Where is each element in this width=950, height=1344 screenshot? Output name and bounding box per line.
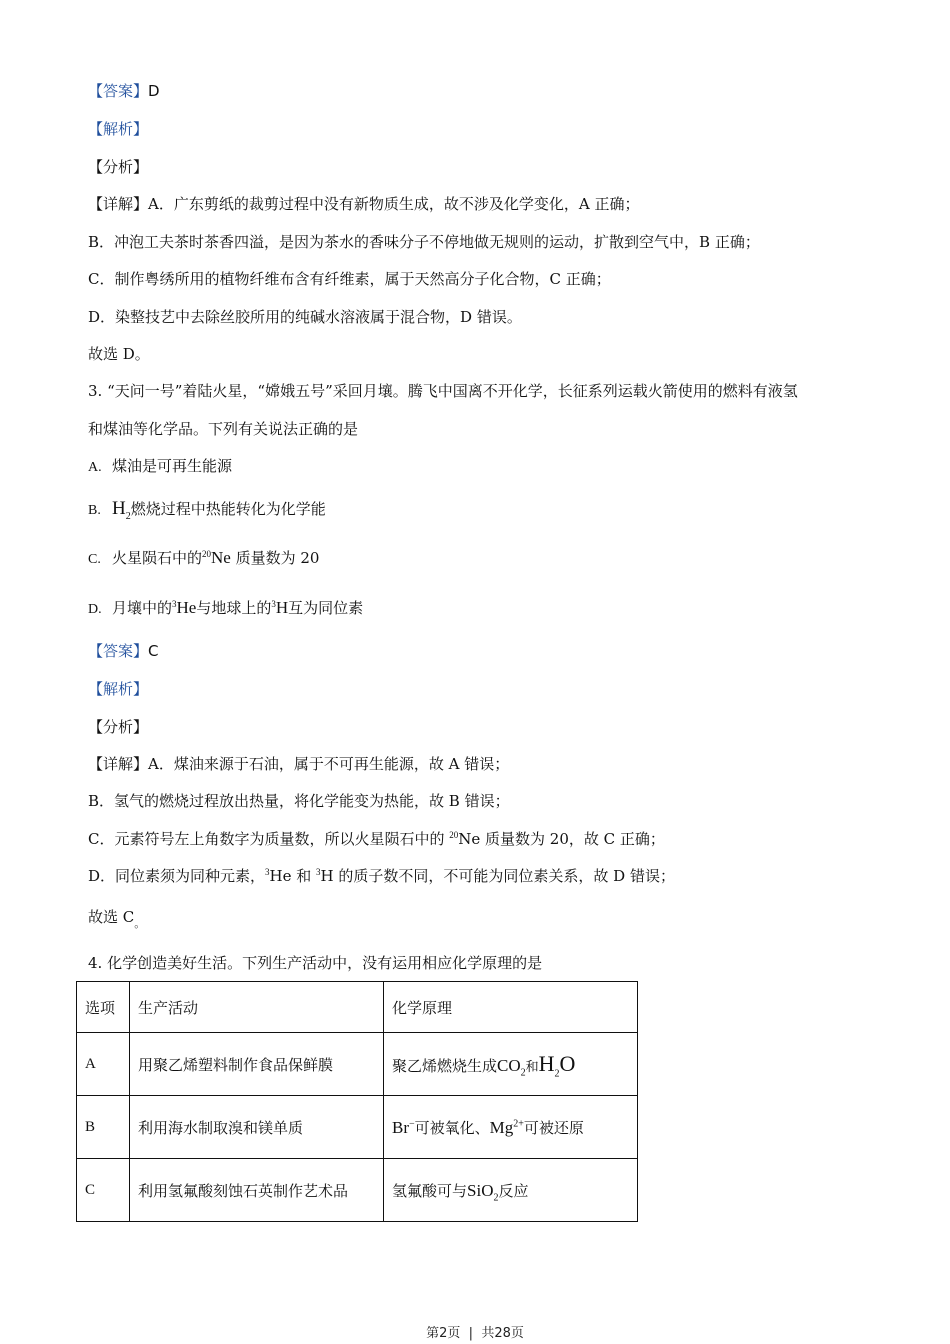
- mass-number: 3: [316, 867, 321, 877]
- table-row: B 利用海水制取溴和镁单质 Br−可被氧化、$Mg^{2+}$可被还原: [77, 1096, 638, 1159]
- header-activity: 生产活动: [130, 982, 384, 1033]
- table-row: A 用聚乙烯塑料制作食品保鲜膜 聚乙烯燃烧生成$CO_2$和$H_2O$: [77, 1033, 638, 1096]
- principle-cell: 氢氟酸可与SiO$_2$反应: [384, 1159, 638, 1222]
- q2-conclusion: 故选 D。: [88, 345, 150, 363]
- q3-option-b: B. $H_2$燃烧过程中热能转化为化学能: [88, 498, 326, 522]
- option-letter: A.: [88, 460, 102, 475]
- option-letter: B.: [88, 503, 101, 518]
- q4-stem: 4. 化学创造美好生活。下列生产活动中，没有运用相应化学原理的是: [88, 954, 543, 972]
- option-letter: D.: [88, 602, 102, 617]
- table-header-row: [77, 982, 638, 1033]
- q2-analysis-tag: 【解析】: [88, 120, 149, 138]
- q3-detail-d: D．同位素须为同种元素，$^3$He 和 $^3$H 的质子数不同，不可能为同位素关系，故 D 错误；: [88, 867, 675, 885]
- answer-tag: 【答案】: [88, 642, 149, 660]
- mass-number: 20: [449, 830, 459, 840]
- total-pages: 28: [494, 1326, 511, 1341]
- table-row: C 利用氢氟酸刻蚀石英制作艺术品 氢氟酸可与SiO$_2$反应: [77, 1159, 638, 1222]
- formula-co2: $CO_2$: [497, 1056, 526, 1079]
- page-footer: 第2页 | 共28页: [426, 1326, 524, 1341]
- detail-tag: 【详解】: [88, 195, 149, 213]
- q3-option-a: A. 煤油是可再生能源: [88, 455, 232, 479]
- detail-tag: 【详解】: [88, 755, 149, 773]
- mass-number: 20: [202, 549, 212, 559]
- q3-fenxi-tag: 【分析】: [88, 718, 149, 736]
- q3-detail-b: B．氢气的燃烧过程放出热量，将化学能变为热能，故 B 错误；: [88, 792, 510, 810]
- mass-number: 3: [172, 599, 177, 609]
- element-symbol: Ne: [211, 548, 231, 567]
- footer-separator: |: [468, 1326, 474, 1341]
- formula-br-ion: Br−: [392, 1117, 415, 1137]
- q2-detail-d: D．染整技艺中去除丝胶所用的纯碱水溶液属于混合物，D 错误。: [88, 308, 522, 326]
- principle-cell: 聚乙烯燃烧生成$CO_2$和$H_2O$: [384, 1033, 638, 1096]
- q3-detail-a: 【详解】A．煤油来源于石油，属于不可再生能源，故 A 错误；: [88, 755, 510, 773]
- formula-h2: $H_2$: [112, 498, 131, 522]
- q3-stem-line1: 3. “天问一号”着陆火星，“嫦娥五号”采回月壤。腾飞中国离不开化学，长征系列运载火箭使用的燃料有液氢: [88, 382, 798, 400]
- page-number: 2: [439, 1326, 448, 1341]
- q2-detail-c: C．制作粤绣所用的植物纤维布含有纤维素，属于天然高分子化合物，C 正确；: [88, 270, 611, 288]
- element-symbol: H: [275, 598, 289, 617]
- answer-value: C: [148, 642, 159, 660]
- q3-option-d: D. 月壤中的$^3$He与地球上的$^3$H互为同位素: [88, 597, 363, 621]
- q2-fenxi-tag: 【分析】: [88, 158, 149, 176]
- principle-cell: Br−可被氧化、$Mg^{2+}$可被还原: [384, 1096, 638, 1159]
- answer-value: D: [148, 82, 160, 100]
- q3-option-c: C. 火星陨石中的$^{20}$Ne 质量数为 20: [88, 547, 319, 571]
- formula-mg-ion: $Mg^{2+}$: [489, 1117, 524, 1137]
- mass-number: 3: [271, 599, 276, 609]
- formula-sio2: SiO$_2$: [467, 1180, 499, 1203]
- q3-conclusion: 故选 $C_。$: [88, 908, 146, 930]
- mass-number: 3: [265, 867, 270, 877]
- answer-tag: 【答案】: [88, 82, 149, 100]
- q2-answer-line: [88, 80, 160, 102]
- q2-detail-a: 【详解】A．广东剪纸的裁剪过程中没有新物质生成，故不涉及化学变化，A 正确；: [88, 195, 640, 213]
- element-symbol: He: [176, 598, 197, 617]
- header-principle: 化学原理: [384, 982, 638, 1033]
- q3-answer-line: [88, 640, 159, 662]
- q3-detail-c: C．元素符号左上角数字为质量数，所以火星陨石中的 $^{20}$Ne 质量数为 20，故 C 正确；: [88, 830, 665, 848]
- option-letter: C.: [88, 552, 101, 567]
- header-option: 选项: [77, 982, 130, 1033]
- q2-detail-b: B．冲泡工夫茶时茶香四溢，是因为茶水的香味分子不停地做无规则的运动，扩散到空气中，B 正确；: [88, 233, 760, 251]
- q3-analysis-tag: 【解析】: [88, 680, 149, 698]
- q4-table: [76, 981, 638, 1222]
- q3-stem-line2: 和煤油等化学品。下列有关说法正确的是: [88, 420, 359, 438]
- formula-h2o: $H_2O$: [538, 1051, 576, 1080]
